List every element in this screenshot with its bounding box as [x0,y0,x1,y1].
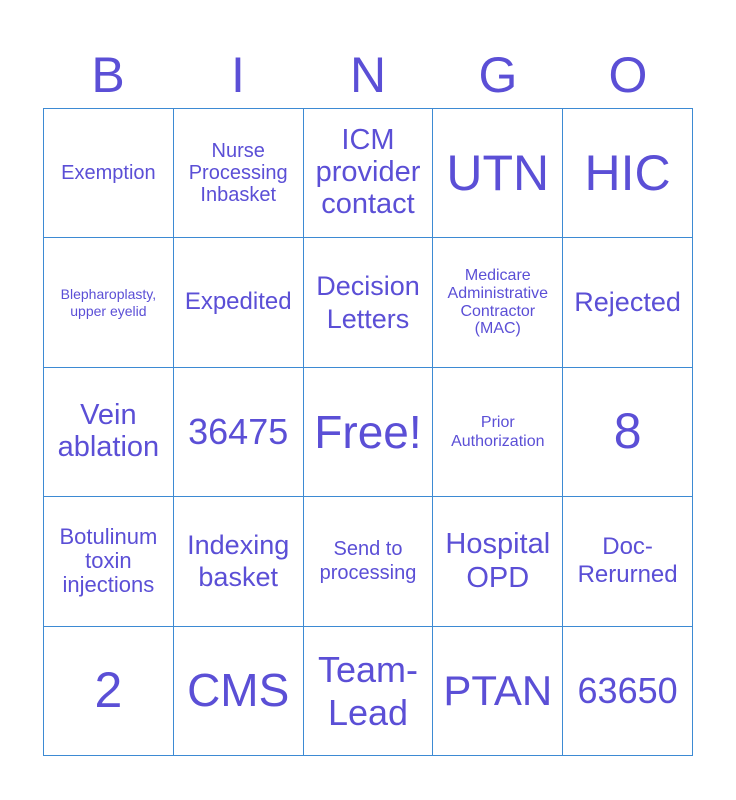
bingo-cell[interactable]: Medicare Administrative Contractor (MAC) [433,238,563,367]
bingo-cell[interactable]: Hospital OPD [433,497,563,626]
bingo-cell[interactable]: CMS [174,627,304,756]
bingo-cell[interactable]: Blepharoplasty, upper eyelid [44,238,174,367]
bingo-cell[interactable]: Rejected [563,238,693,367]
bingo-cell[interactable]: 63650 [563,627,693,756]
bingo-cell[interactable]: Send to processing [304,497,434,626]
bingo-cell[interactable]: ICM provider contact [304,109,434,238]
bingo-cell[interactable]: Indexing basket [174,497,304,626]
bingo-cell[interactable]: Decision Letters [304,238,434,367]
bingo-cell[interactable]: Nurse Processing Inbasket [174,109,304,238]
header-letter-b: B [91,47,125,103]
bingo-cell[interactable]: HIC [563,109,693,238]
bingo-header [43,44,693,106]
bingo-cell[interactable]: 2 [44,627,174,756]
bingo-cell[interactable]: Expedited [174,238,304,367]
bingo-cell[interactable]: Vein ablation [44,368,174,497]
bingo-cell[interactable]: UTN [433,109,563,238]
bingo-cell[interactable]: Prior Authorization [433,368,563,497]
bingo-cell[interactable]: PTAN [433,627,563,756]
header-letter-i: I [231,47,245,103]
header-letter-n: N [349,47,387,103]
bingo-board [43,108,693,756]
header-letter-o: O [608,47,648,103]
bingo-cell[interactable]: Team-Lead [304,627,434,756]
bingo-cell[interactable]: Exemption [44,109,174,238]
bingo-cell[interactable]: Botulinum toxin injections [44,497,174,626]
free-space-cell[interactable]: Free! [304,368,434,497]
bingo-cell[interactable]: Doc-Rerurned [563,497,693,626]
header-letter-g: G [478,47,518,103]
bingo-cell[interactable]: 8 [563,368,693,497]
bingo-cell[interactable]: 36475 [174,368,304,497]
